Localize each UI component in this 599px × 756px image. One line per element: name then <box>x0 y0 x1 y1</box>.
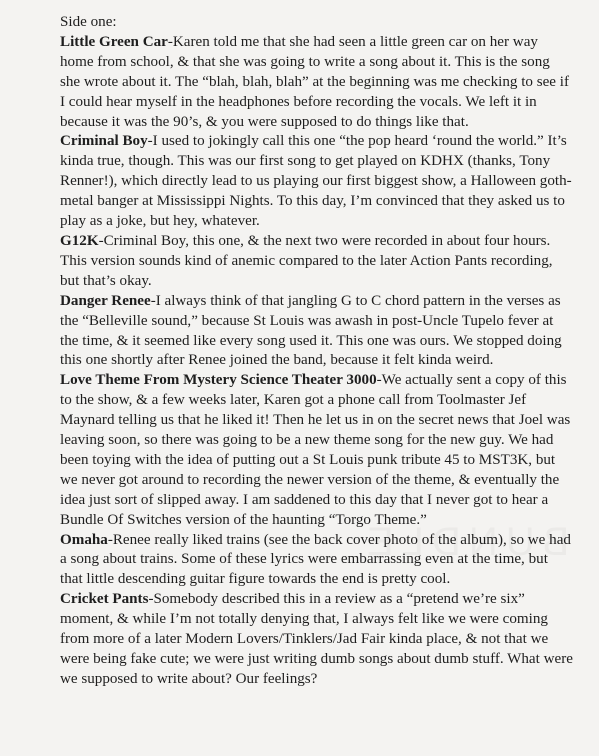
track-entry-omaha <box>60 531 573 591</box>
track-entry-little-green-car <box>60 33 573 133</box>
track-title: G12K <box>60 232 99 249</box>
track-title: Little Green Car <box>60 33 168 50</box>
track-notes: -Renee really liked trains (see the back cover photo of the album), so we had a song about trains. Some of these lyrics were embarrassing even at the time, but that little descending guitar figure towards the end is pretty cool. <box>60 531 571 588</box>
track-entry-cricket-pants <box>60 590 573 690</box>
track-entry-danger-renee <box>60 292 573 372</box>
track-notes: -I always think of that jangling G to C chord pattern in the verses as the “Belleville sound,” because St Louis was awash in post-Uncle Tupelo fever at the time, & it seemed like every song used it. This one was ours. We stopped doing this one shortly after Renee joined the band, because it felt kinda weird. <box>60 292 562 369</box>
side-heading: Side one: <box>60 14 117 30</box>
track-entry-g12k <box>60 232 573 292</box>
track-notes: -I used to jokingly call this one “the pop heard ‘round the world.” It’s kinda true, though. This was our first song to get played on KDHX (thanks, Tony Renner!), which directly lead to us playing our first biggest show, a Halloween goth-metal banger at Mississippi Nights. To this day, I’m convinced that they asked us to play as a joke, but hey, whatever. <box>60 133 572 230</box>
track-title: Criminal Boy <box>60 133 148 150</box>
track-notes: -We actually sent a copy of this to the show, & a few weeks later, Karen got a phone call from Toolmaster Jef Maynard telling us that he liked it! Then he let us in on the secret news that Joel was leaving soon, so there was going to be a new theme song for the new guy. We had been toying with the idea of putting out a St Louis punk tribute 45 to MST3K, but we never got around to recording the newer version of the theme, & eventually the idea just sort of slipped away. I am saddened to this day that I never got to hear a Bundle Of Switches version of the haunting “Torgo Theme.” <box>60 372 571 528</box>
track-title: Cricket Pants <box>60 591 149 608</box>
track-title: Danger Renee <box>60 292 151 309</box>
track-entry-criminal-boy <box>60 132 573 232</box>
track-title: Omaha <box>60 531 108 548</box>
track-notes: -Criminal Boy, this one, & the next two were recorded in about four hours. This version sounds kind of anemic compared to the later Action Pants recording, but that’s okay. <box>60 232 553 289</box>
track-title: Love Theme From Mystery Science Theater 3000 <box>60 372 377 389</box>
track-notes: -Somebody described this in a review as a “pretend we’re six” moment, & while I’m not totally denying that, I always felt like we were coming from more of a later Modern Lovers/Tinklers/Jad Fair kinda place, & not that we were being fake cute; we were just writing dumb songs about dumb stuff. What were we supposed to write about? Our feelings? <box>60 591 573 687</box>
track-entry-love-theme-mst3k <box>60 371 573 530</box>
track-notes: -Karen told me that she had seen a little green car on her way home from school, & that she was going to write a song about it. This is the song she wrote about it. The “blah, blah, blah” at the beginning was me checking to see if I could hear myself in the headphones before recording the vocals. We left it in because it was the 90’s, & you were supposed to do things like that. <box>60 33 569 130</box>
